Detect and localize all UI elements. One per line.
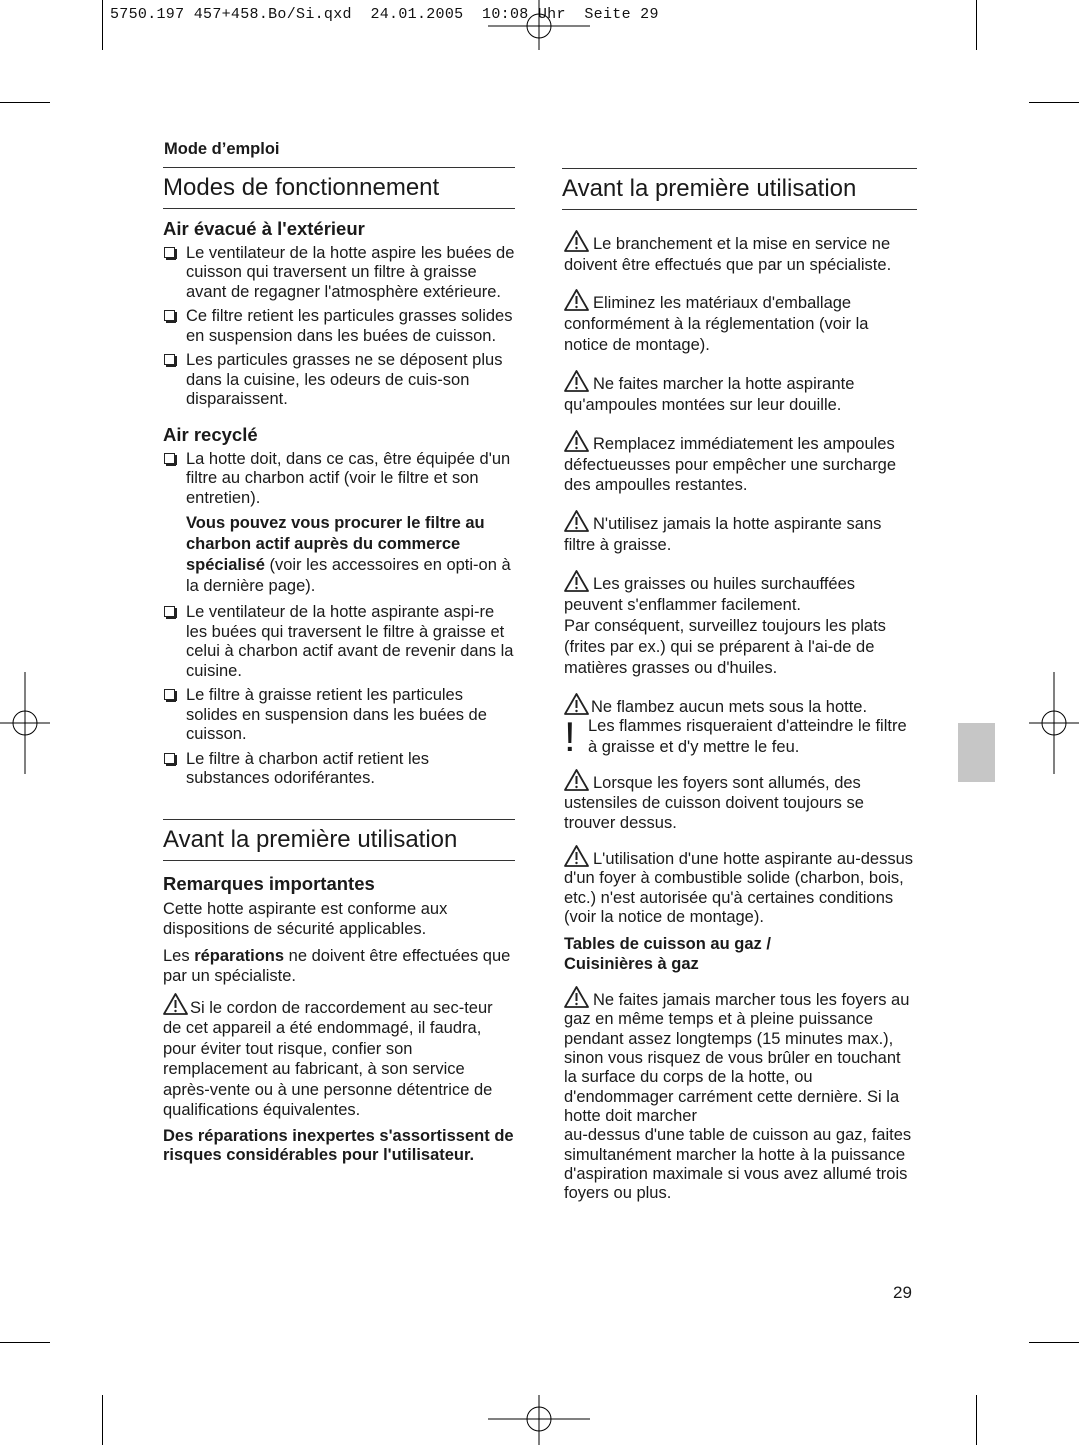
page-number: 29 [893, 1283, 912, 1302]
crop-mark [0, 1342, 50, 1343]
bullet-list [163, 603, 515, 789]
registration-mark-icon [488, 0, 590, 50]
gas-heading: Tables de cuisson au gaz / Cuisinières à gaz [564, 935, 771, 973]
warning-triangle-icon [564, 289, 589, 311]
thumb-index-tab [958, 723, 995, 782]
checkbox-bullet-icon [164, 247, 175, 258]
bold-warning: Des réparations inexpertes s'assortissent de risques considérables pour l'utilisateur. [163, 1126, 514, 1164]
warning-triangle-icon [163, 993, 188, 1015]
warning-paragraph: Si le cordon de raccordement au sec-teur de cet appareil a été endommagé, il faudra, pour éviter tout risque, confier son remplacement au fabricant, à son service après-vente ou à une personne détentrice de qualifications équivalentes. [163, 993, 515, 1121]
warning-paragraph: Ne flambez aucun mets sous la hotte. ! Les flammes risqueraient d'atteindre le filtre à graisse et d'y mettre le feu. [564, 693, 917, 758]
section-title-avant-right: Avant la première utilisation [562, 168, 917, 210]
crop-mark [0, 102, 50, 103]
warning-triangle-icon [564, 769, 589, 791]
warning-triangle-icon [564, 986, 589, 1008]
warning-paragraph: Les graisses ou huiles surchauffées peuvent s'enflammer facilement. Par conséquent, surveillez toujours les plats (frites par ex.) qui se préparent à l'ai-de de matières grasses ou d'huiles. [564, 570, 917, 679]
warning-triangle-icon [564, 693, 589, 715]
crop-mark [1029, 1342, 1079, 1343]
warning-triangle-icon [564, 510, 589, 532]
subheading-air-recycle: Air recyclé [163, 423, 258, 445]
warning-triangle-icon [564, 430, 589, 452]
section-title-modes: Modes de fonctionnement [163, 167, 515, 209]
right-column [564, 168, 917, 1203]
note-paragraph: Vous pouvez vous procurer le filtre au charbon actif auprès du commerce spécialisé (voir les accessoires en opti-on à la dernière page). [186, 514, 511, 595]
warning-paragraph: Remplacez immédiatement les ampoules défectueusses pour empêcher une surcharge des ampoulles restantes. [564, 430, 917, 496]
checkbox-bullet-icon [164, 354, 175, 365]
warning-triangle-icon [564, 230, 589, 252]
exclamation-icon: ! [564, 713, 576, 760]
checkbox-bullet-icon [164, 453, 175, 464]
warning-paragraph: Lorsque les foyers sont allumés, des ustensiles de cuisson doivent toujours se trouver dessus. [564, 769, 917, 833]
warning-paragraph: Le branchement et la mise en service ne doivent être effectués que par un spécialiste. [564, 230, 917, 275]
checkbox-bullet-icon [164, 689, 175, 700]
warning-paragraph: Eliminez les matériaux d'emballage conformément à la réglementation (voir la notice de montage). [564, 289, 917, 356]
bullet-list [163, 244, 515, 410]
running-head: Mode d’emploi [164, 140, 280, 158]
section-title-avant: Avant la première utilisation [163, 819, 515, 861]
list-item: Le ventilateur de la hotte aspirante aspi-re les buées qui traversent le filtre à graisse et celui à charbon actif avant de revenir dans la cuisine. [163, 603, 515, 681]
file-slug: 5750.197 457+458.Bo/Si.qxd 24.01.2005 10:08 Uhr Seite 29 [110, 6, 659, 23]
warning-paragraph: L'utilisation d'une hotte aspirante au-dessus d'un foyer à combustible solide (charbon, bois, etc.) n'est autorisée qu'à certaines conditions (voir la notice de montage). [564, 845, 917, 927]
crop-mark [976, 0, 977, 50]
warning-paragraph: Ne faites jamais marcher tous les foyers au gaz en même temps et à pleine puissance pendant assez longtemps (15 minutes max.), sinon vous risquez de vous brûler en touchant la surface du corps de la hotte, ou d'endommager carrément cette dernière. Si la hotte doit marcher au-dessus d'une table de cuisson au gaz, faites simultanément marcher la hotte à la puissance d'aspiration maximale si vous avez allumé trois foyers ou plus. [564, 986, 917, 1203]
paragraph: Cette hotte aspirante est conforme aux dispositions de sécurité applicables. [163, 899, 448, 938]
list-item: Le ventilateur de la hotte aspire les buées de cuisson qui traversent un filtre à graisse avant de regagner l'atmosphère extérieure. [163, 244, 515, 303]
list-item: Ce filtre retient les particules grasses solides en suspension dans les buées de cuisson. [163, 307, 515, 346]
registration-mark-icon [1029, 672, 1079, 774]
warning-triangle-icon [564, 570, 589, 592]
list-item: Les particules grasses ne se déposent plus dans la cuisine, les odeurs de cuis-son disparaissent. [163, 351, 515, 410]
subheading-air-evacue: Air évacué à l'extérieur [163, 217, 365, 239]
left-column [163, 140, 515, 1172]
checkbox-bullet-icon [164, 753, 175, 764]
warning-paragraph: N'utilisez jamais la hotte aspirante sans filtre à graisse. [564, 510, 917, 556]
list-item: La hotte doit, dans ce cas, être équipée d'un filtre au charbon actif (voir le filtre et son entretien). [163, 450, 515, 509]
crop-mark [1029, 102, 1079, 103]
registration-mark-icon [0, 672, 50, 774]
warning-triangle-icon [564, 370, 589, 392]
checkbox-bullet-icon [164, 310, 175, 321]
bullet-list [163, 450, 515, 509]
warning-triangle-icon [564, 845, 589, 867]
list-item: Le filtre à charbon actif retient les substances odoriférantes. [163, 750, 515, 789]
registration-mark-icon [488, 1395, 590, 1445]
subheading-remarques: Remarques importantes [163, 872, 375, 894]
paragraph: Les réparations ne doivent être effectuées que par un spécialiste. [163, 946, 511, 985]
crop-mark [976, 1395, 977, 1445]
crop-mark [102, 0, 103, 50]
checkbox-bullet-icon [164, 606, 175, 617]
crop-mark [102, 1395, 103, 1445]
warning-paragraph: Ne faites marcher la hotte aspirante qu'ampoules montées sur leur douille. [564, 370, 917, 416]
list-item: Le filtre à graisse retient les particules solides en suspension dans les buées de cuisson. [163, 686, 515, 745]
